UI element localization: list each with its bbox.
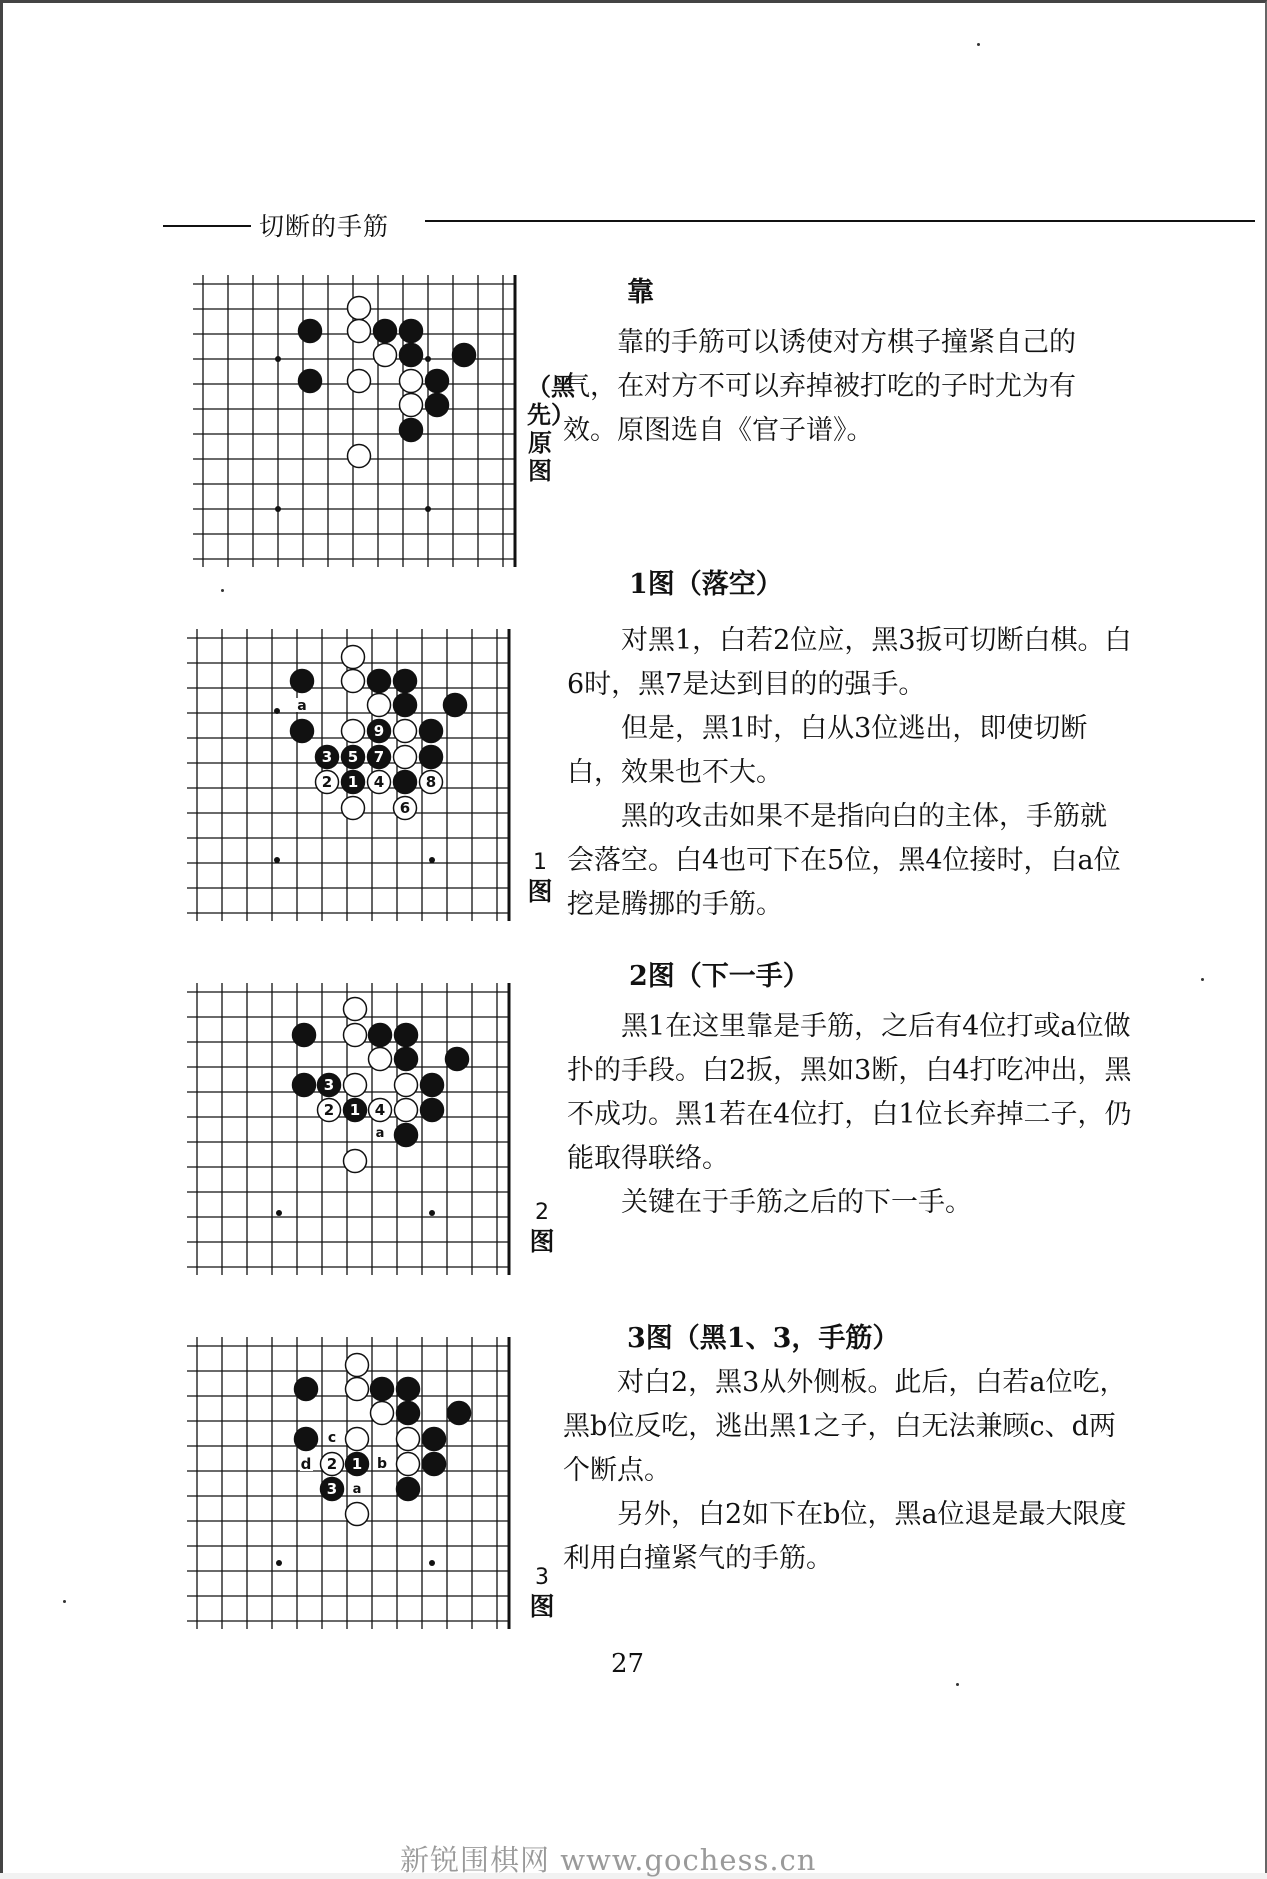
section2-p1: 黑1在这里靠是手筋，之后有4位打或a位做扑的手段。白2扳，黑如3断，白4打吃冲出，黑不成功。黑1若在4位打，白1位长弃掉二子，仍能取得联络。 bbox=[567, 1011, 1132, 1174]
scan-speck bbox=[977, 43, 980, 46]
page-number: 27 bbox=[611, 1649, 645, 1679]
go-board-original bbox=[193, 275, 523, 571]
section3-p2: 另外，白2如下在b位，黑a位退是最大限度利用白撞紧气的手筋。 bbox=[563, 1499, 1127, 1574]
board1-move-1: 1 bbox=[347, 773, 359, 791]
scan-speck bbox=[956, 1683, 959, 1686]
board3-label-c: c bbox=[327, 1430, 337, 1446]
section3-title: 3图（黑1、3，手筋） bbox=[627, 1323, 900, 1354]
board3-label-a: a bbox=[352, 1482, 362, 1497]
caption-2-num: 2 bbox=[535, 1200, 549, 1225]
caption-2-word: 图 bbox=[529, 1227, 555, 1256]
caption-3-word: 图 bbox=[529, 1592, 555, 1621]
caption-3-num: 3 bbox=[535, 1565, 549, 1590]
section1-p2: 但是，黑1时，白从3位逃出，即使切断白，效果也不大。 bbox=[567, 713, 1088, 788]
board2-label-a: a bbox=[375, 1126, 385, 1141]
go-board-1 bbox=[187, 629, 517, 925]
section2-p2: 关键在于手筋之后的下一手。 bbox=[621, 1187, 972, 1218]
section2-title: 2图（下一手） bbox=[629, 961, 810, 992]
page-header bbox=[163, 203, 1093, 243]
section1-p1: 对黑1，白若2位应，黑3扳可切断白棋。白6时，黑7是达到目的的强手。 bbox=[567, 625, 1132, 700]
scan-speck bbox=[221, 589, 224, 592]
scan-speck bbox=[1201, 978, 1204, 981]
go-board-3 bbox=[187, 1337, 517, 1633]
board1-move-4: 4 bbox=[373, 773, 385, 791]
intro-heading: 靠 bbox=[627, 277, 654, 308]
caption-diagram-3 bbox=[527, 1563, 557, 1621]
header-rule-right bbox=[425, 220, 1255, 222]
board1-move-2: 2 bbox=[321, 773, 333, 791]
board2-move-3: 3 bbox=[323, 1076, 335, 1094]
board3-label-b: b bbox=[376, 1456, 388, 1472]
board2-move-4: 4 bbox=[374, 1101, 386, 1119]
scan-speck bbox=[63, 1600, 66, 1603]
board3-move-1: 1 bbox=[351, 1455, 363, 1473]
board2-move-1: 1 bbox=[349, 1101, 361, 1119]
intro-text bbox=[563, 271, 1128, 453]
go-board-2 bbox=[187, 983, 517, 1279]
board1-move-8: 8 bbox=[425, 773, 437, 791]
intro-paragraph: 靠的手筋可以诱使对方棋子撞紧自己的气，在对方不可以弃掉被打吃的子时尤为有效。原图选自《官子谱》。 bbox=[563, 327, 1076, 446]
board1-move-6: 6 bbox=[399, 799, 411, 817]
board3-label-d: d bbox=[300, 1455, 312, 1473]
board1-move-5: 5 bbox=[347, 748, 359, 766]
caption-diagram-1 bbox=[525, 848, 555, 906]
caption-1-num: 1 bbox=[533, 850, 547, 875]
watermark: 新锐围棋网 www.gochess.cn bbox=[400, 1843, 817, 1877]
caption-diagram-2 bbox=[527, 1198, 557, 1256]
section2-text bbox=[567, 955, 1132, 1225]
caption-1-word: 图 bbox=[527, 877, 553, 906]
header-rule-left bbox=[163, 225, 251, 227]
section1-p3: 黑的攻击如果不是指向白的主体，手筋就会落空。白4也可下在5位，黑4位接时，白a位挖是腾挪的手筋。 bbox=[567, 801, 1121, 920]
section3-text bbox=[563, 1317, 1128, 1581]
board3-move-3: 3 bbox=[326, 1480, 338, 1498]
board1-move-7: 7 bbox=[373, 748, 385, 766]
caption-original: （黑先）原图 bbox=[527, 372, 575, 485]
board1-label-a: a bbox=[297, 698, 307, 714]
board1-move-9: 9 bbox=[373, 722, 385, 740]
board2-move-2: 2 bbox=[323, 1101, 335, 1119]
section1-text bbox=[567, 563, 1132, 927]
section3-p1: 对白2，黑3从外侧板。此后，白若a位吃，黑b位反吃，逃出黑1之子，白无法兼顾c、d两个断点。 bbox=[563, 1367, 1127, 1486]
board1-move-3: 3 bbox=[321, 748, 333, 766]
section1-title: 1图（落空） bbox=[629, 569, 783, 600]
board3-move-2: 2 bbox=[326, 1455, 338, 1473]
header-title: 切断的手筋 bbox=[259, 212, 390, 241]
